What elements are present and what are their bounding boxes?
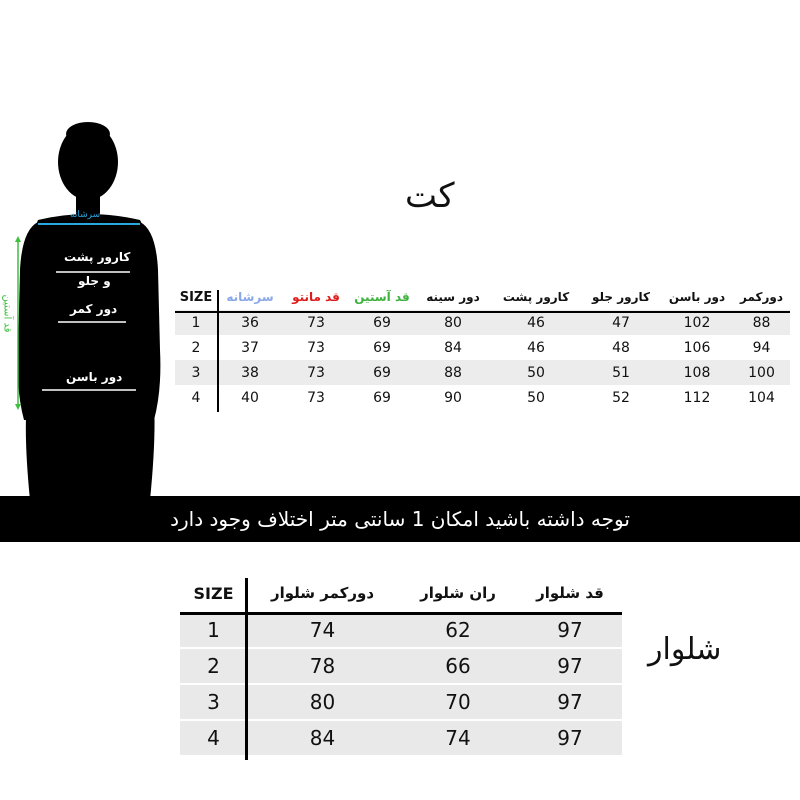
- coat-row-1: [175, 310, 790, 335]
- notice-banner: [0, 496, 800, 542]
- coat-row-3: [175, 360, 790, 385]
- pants-cell: 97: [557, 690, 583, 714]
- shoulder-label: سرشانه: [70, 210, 101, 220]
- pants-size-cell: 2: [207, 654, 220, 678]
- coat-cell: 73: [307, 389, 325, 406]
- pants-title: شلوار: [648, 632, 722, 667]
- coat-cell: 50: [527, 389, 545, 406]
- pants-cell: 80: [309, 690, 336, 714]
- coat-cell: 69: [373, 339, 391, 356]
- pants-size-cell: 3: [207, 690, 220, 714]
- coat-header-chest: دور سینه: [426, 290, 480, 304]
- coat-title: کت: [405, 176, 455, 216]
- pants-header-waist: دورکمر شلوار: [270, 584, 375, 602]
- coat-size-header: SIZE: [179, 289, 213, 305]
- pants-table-divider-horizontal: [180, 612, 622, 615]
- waist-label: دور کمر: [70, 302, 118, 316]
- pants-header-length: قد شلوار: [536, 584, 604, 602]
- coat-cell: 84: [444, 339, 462, 356]
- coat-cell: 94: [752, 339, 771, 356]
- coat-cell: 108: [683, 364, 711, 381]
- coat-cell: 112: [683, 389, 711, 406]
- pants-cell: 97: [557, 618, 583, 642]
- coat-header-hip: دور باسن: [668, 290, 726, 304]
- coat-row-4: [175, 385, 790, 410]
- pants-cell: 66: [445, 654, 471, 678]
- pants-cell: 62: [445, 618, 471, 642]
- coat-cell: 38: [241, 364, 259, 381]
- coat-row-2: [175, 335, 790, 360]
- coat-cell: 106: [683, 339, 711, 356]
- coat-cell: 40: [241, 389, 259, 406]
- coat-size-cell: 2: [191, 339, 201, 356]
- front-width-label: و جلو: [78, 274, 111, 288]
- coat-cell: 46: [527, 314, 545, 331]
- coat-size-cell: 3: [191, 364, 201, 381]
- coat-header-front-width: کارور جلو: [591, 290, 650, 304]
- coat-cell: 73: [307, 314, 325, 331]
- coat-cell: 104: [748, 389, 775, 406]
- pants-cell: 97: [557, 654, 583, 678]
- coat-size-cell: 1: [191, 314, 201, 331]
- pants-size-cell: 4: [207, 726, 220, 750]
- coat-cell: 37: [241, 339, 259, 356]
- notice-text: توجه داشته باشید امکان 1 سانتی متر اختلاف وجود دارد: [170, 507, 630, 531]
- coat-cell: 90: [444, 389, 462, 406]
- pants-header-thigh: ران شلوار: [420, 584, 496, 602]
- coat-cell: 80: [444, 314, 462, 331]
- pants-cell: 97: [557, 726, 583, 750]
- pants-cell: 84: [309, 726, 336, 750]
- coat-cell: 88: [752, 314, 771, 331]
- pants-size-cell: 1: [207, 618, 220, 642]
- coat-header-row: [175, 284, 790, 310]
- coat-header-back-width: کارور پشت: [502, 290, 570, 304]
- coat-cell: 47: [612, 314, 630, 331]
- coat-header-shoulder: سرشانه: [226, 290, 274, 304]
- coat-size-cell: 4: [191, 389, 201, 406]
- coat-cell: 48: [612, 339, 630, 356]
- sleeve-length-label: قد آستین: [1, 294, 13, 333]
- coat-header-sleeve: قد آستین: [354, 290, 410, 304]
- hip-label: دور باسن: [66, 370, 123, 384]
- coat-cell: 73: [307, 364, 325, 381]
- pants-cell: 78: [309, 654, 336, 678]
- coat-cell: 46: [527, 339, 545, 356]
- coat-cell: 52: [612, 389, 630, 406]
- coat-cell: 69: [373, 389, 391, 406]
- coat-cell: 69: [373, 364, 391, 381]
- pants-cell: 74: [309, 618, 336, 642]
- coat-cell: 51: [612, 364, 630, 381]
- coat-cell: 69: [373, 314, 391, 331]
- coat-cell: 100: [748, 364, 775, 381]
- coat-cell: 88: [444, 364, 462, 381]
- coat-size-table: [175, 284, 790, 410]
- coat-cell: 36: [241, 314, 259, 331]
- pants-size-header: SIZE: [193, 583, 234, 603]
- coat-cell: 50: [527, 364, 545, 381]
- coat-table-divider-horizontal: [175, 311, 790, 313]
- coat-cell: 73: [307, 339, 325, 356]
- pants-cell: 70: [445, 690, 471, 714]
- pants-table-divider-vertical: [245, 578, 248, 760]
- back-width-label: کارور پشت: [64, 250, 131, 264]
- coat-cell: 102: [683, 314, 711, 331]
- coat-header-waist: دورکمر: [739, 290, 783, 304]
- coat-table-divider-vertical: [217, 290, 219, 412]
- pants-cell: 74: [445, 726, 471, 750]
- coat-header-length: قد مانتو: [292, 290, 340, 304]
- body-silhouette: [0, 120, 170, 500]
